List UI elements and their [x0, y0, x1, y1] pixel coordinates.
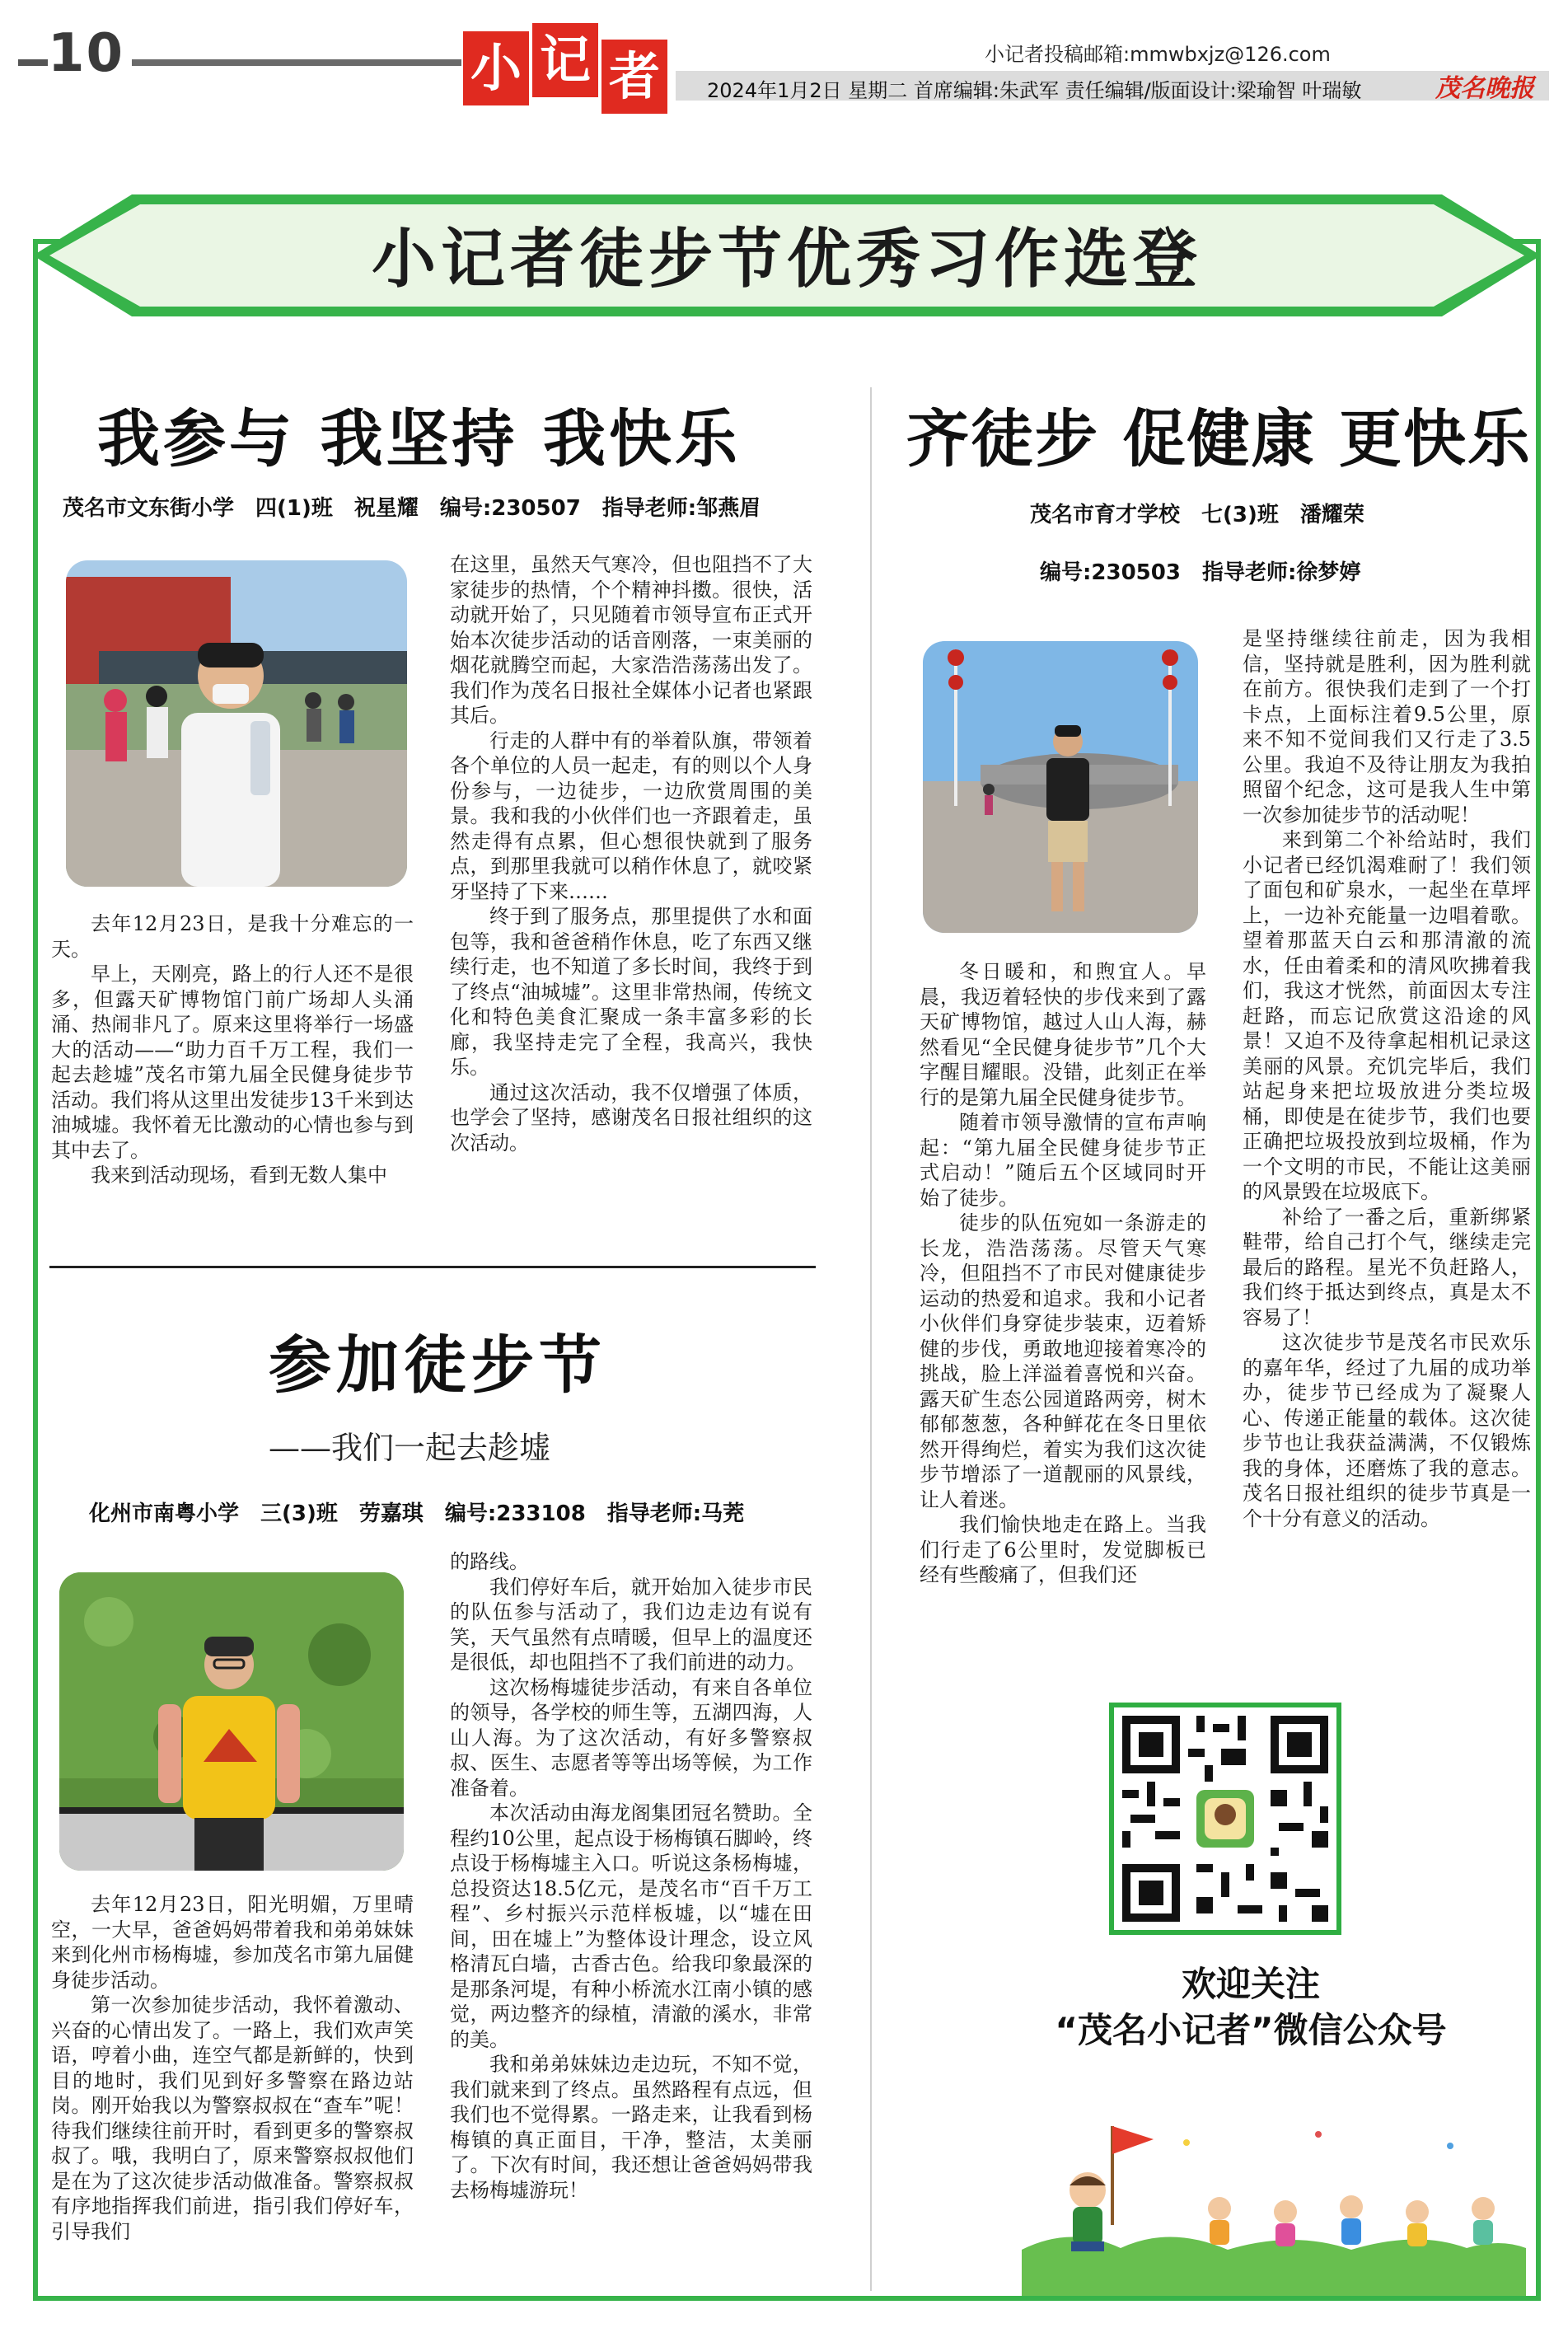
- qr-caption-line-1: 欢迎关注: [1181, 1964, 1320, 2004]
- article3-body-right: [450, 1549, 812, 2203]
- article1-right-cont: 在这里，虽然天气寒冷，但也阻挡不了大家徒步的热情，个个精神抖擞。很快，活动就开始了，只见随着市领导宣布正式开始本次徒步活动的话音刚落，一束美丽的烟花就腾空而起，大家浩浩荡荡出发了。我们作为茂名日报社全媒体小记者也紧跟其后。: [450, 553, 812, 727]
- article3-right-cont: 的路线。: [450, 1550, 529, 1573]
- edition-info: 2024年1月2日 星期二 首席编辑:朱武军 责任编辑/版面设计:梁瑜智 叶瑞敏: [707, 79, 1362, 102]
- article3-title: 参加徒步节: [269, 1328, 606, 1402]
- article1-photo: [66, 560, 407, 887]
- article2-left-para-2: 随着市领导激情的宣布声响起：“第九届全民健身徒步节正式启动！”随后五个区域同时开始了徒步。: [920, 1111, 1206, 1210]
- article1-left-para-1: 去年12月23日，是我十分难忘的一天。: [51, 912, 414, 961]
- article2-right-para-2: 补给了一番之后，重新绑紧鞋带，给自己打个气，继续走完最后的路程。星光不负赶路人，我们终于抵达到终点，真是太不容易了！: [1243, 1205, 1531, 1329]
- article3-left-para-1: 去年12月23日，阳光明媚，万里晴空，一大早，爸爸妈妈带着我和弟弟妹妹来到化州市杨梅墟，参加茂名市第九届健身徒步活动。: [51, 1893, 414, 1992]
- page-title: 小记者徒步节优秀习作选登: [371, 222, 1202, 297]
- article2-body-left: [920, 959, 1206, 1588]
- article3-body-left: [51, 1892, 414, 2244]
- article2-byline-school: 茂名市育才学校 七(3)班 潘耀荣: [1030, 503, 1364, 527]
- article2-title: 齐徒步 促健康 更快乐: [906, 402, 1532, 475]
- page-number: 10: [48, 23, 125, 84]
- page-number-dash: [18, 59, 48, 66]
- article1-body-left: [51, 911, 414, 1188]
- article3-left-para-2: 第一次参加徒步活动，我怀着激动、兴奋的心情出发了。一路上，我们欢声笑语，哼着小曲，连空气都是新鲜的，快到目的地时，我们见到好多警察在路边站岗。刚开始我以为警察叔叔在“查车”呢！待我们继续往前开时，看到更多的警察叔叔了。哦，我明白了，原来警察叔叔他们是在为了这次徒步活动做准备。警察叔叔有序地指挥我们前进，指引我们停好车，引导我们: [51, 1993, 414, 2243]
- wechat-qr-code[interactable]: [1109, 1703, 1341, 1935]
- article3-right-para-3: 本次活动由海龙阁集团冠名赞助。全程约10公里，起点设于杨梅镇石脚岭，终点设于杨梅墟主入口。听说这条杨梅墟，总投资达18.5亿元，是茂名市“百千万工程”、乡村振兴示范样板墟，以“墟在田间，田在墟上”为整体设计理念，设立风格清瓦白墙，古香古色。给我印象最深的是那条河堤，有种小桥流水江南小镇的感觉，两边整齐的绿植，清澈的溪水，非常的美。: [450, 1801, 812, 2051]
- article2-left-para-4: 我们愉快地走在路上。当我们行走了6公里时，发觉脚板已经有些酸痛了，但我们还: [920, 1513, 1206, 1586]
- article2-left-para-1: 冬日暖和，和煦宜人。早晨，我迈着轻快的步伐来到了露天矿博物馆，越过人山人海，赫然看见“全民健身徒步节”几个大字醒目耀眼。没错，此刻正在举行的是第九届全民健身徒步节。: [920, 960, 1206, 1109]
- column-divider: [870, 387, 872, 2291]
- page-header: [0, 0, 1568, 115]
- qr-code-icon: [1114, 1707, 1336, 1930]
- column-char-1: 小: [463, 31, 529, 105]
- article1-body-right: [450, 552, 812, 1155]
- newspaper-logo: 茂名晚报: [1435, 74, 1534, 103]
- article2-right-para-3: 这次徒步节是茂名市民欢乐的嘉年华，经过了九届的成功举办，徒步节已经成为了凝聚人心、传递正能量的载体。这次徒步节也让我获益满满，不仅锻炼我的身体，还磨炼了我的意志。茂名日报社组织的徒步节真是一个十分有意义的活动。: [1243, 1331, 1531, 1530]
- article3-right-para-2: 这次杨梅墟徒步活动，有来自各单位的领导，各学校的师生等，五湖四海，人山人海。为了这次活动，有好多警察叔叔、医生、志愿者等等出场等候，为工作准备着。: [450, 1675, 812, 1800]
- article2-right-cont: 是坚持继续往前走，因为我相信，坚持就是胜利，因为胜利就在前方。很快我们走到了一个打卡点，上面标注着9.5公里，原来不知不觉间我们又行走了3.5公里。我迫不及待让朋友为我拍照留个纪念，这可是我人生中第一次参加徒步节的活动呢！: [1243, 627, 1531, 827]
- header-rule: [132, 59, 461, 66]
- column-char-3: 者: [601, 40, 667, 114]
- children-illustration: [1022, 2110, 1526, 2296]
- article1-right-para-3: 通过这次活动，我不仅增强了体质，也学会了坚持，感谢茂名日报社组织的这次活动。: [450, 1080, 812, 1155]
- submission-email: 小记者投稿邮箱:mmwbxjz@126.com: [985, 43, 1331, 66]
- article1-left-para-3: 我来到活动现场，看到无数人集中: [91, 1164, 387, 1187]
- article2-left-para-3: 徒步的队伍宛如一条游走的长龙，浩浩荡荡。尽管天气寒冷，但阻挡不了市民对健康徒步运动的热爱和追求。我和小记者小伙伴们身穿徒步装束，迈着矫健的步伐，勇敢地迎接着寒冷的挑战，脸上洋溢着喜悦和兴奋。露天矿生态公园道路两旁，树木郁郁葱葱，各种鲜花在冬日里依然开得绚烂，着实为我们这次徒步节增添了一道靓丽的风景线，让人着迷。: [920, 1211, 1206, 1511]
- article1-left-para-2: 早上，天刚亮，路上的行人还不是很多，但露天矿博物馆门前广场却人头涌涌、热闹非凡了。原来这里将举行一场盛大的活动——“助力百千万工程，我们一起去趁墟”茂名市第九届全民健身徒步节活动。我们将从这里出发徒步13千米到达油城墟。我怀着无比激动的心情也参与到其中去了。: [51, 963, 414, 1162]
- article-divider: [49, 1266, 816, 1268]
- article1-byline: 茂名市文东街小学 四(1)班 祝星耀 编号:230507 指导老师:邹燕眉: [63, 496, 761, 521]
- article3-right-para-4: 我和弟弟妹妹边走边玩，不知不觉，我们就来到了终点。虽然路程有点远，但我们也不觉得累。一路走来，让我看到杨梅镇的真正面目，干净，整洁，太美丽了。下次有时间，我还想让爸爸妈妈带我去杨梅墟游玩！: [450, 2053, 812, 2202]
- article3-subtitle: ——我们一起去趁墟: [269, 1430, 551, 1466]
- article2-photo: [923, 641, 1198, 933]
- article1-right-para-1: 行走的人群中有的举着队旗，带领着各个单位的人员一起走，有的则以个人身份参与，一边徒步，一边欣赏周围的美景。我和我的小伙伴们也一齐跟着走，虽然走得有点累，但心想很快就到了服务点，到那里我就可以稍作休息了，就咬紧牙坚持了下来……: [450, 728, 812, 903]
- column-name: [463, 16, 669, 115]
- qr-caption-line-2: “茂名小记者”微信公众号: [1055, 2010, 1447, 2050]
- article3-photo: [59, 1572, 404, 1871]
- article2-body-right: [1243, 626, 1531, 1531]
- column-char-2: 记: [532, 23, 598, 97]
- article1-title: 我参与 我坚持 我快乐: [97, 402, 741, 475]
- article3-byline: 化州市南粤小学 三(3)班 劳嘉琪 编号:233108 指导老师:马茺: [89, 1501, 745, 1526]
- qr-caption: [1037, 1961, 1465, 2054]
- article2-byline-number: 编号:230503 指导老师:徐梦婷: [1040, 560, 1361, 585]
- article1-right-para-2: 终于到了服务点，那里提供了水和面包等，我和爸爸稍作休息，吃了东西又继续行走，也不知道了多长时间，我终于到了终点“油城墟”。这里非常热闹，传统文化和特色美食汇聚成一条丰富多彩的长廊，我坚持走完了全程，我高兴，我快乐。: [450, 905, 812, 1079]
- article3-right-para-1: 我们停好车后，就开始加入徒步市民的队伍参与活动了，我们边走边有说有笑，天气虽然有点晴暖，但早上的温度还是很低，却也阻挡不了我们前进的动力。: [450, 1575, 812, 1674]
- article2-right-para-1: 来到第二个补给站时，我们小记者已经饥渴难耐了！我们领了面包和矿泉水，一起坐在草坪上，一边补充能量一边唱着歌。望着那蓝天白云和那清澈的流水，任由着柔和的清风吹拂着我们，我这才恍然，前面因太专注赶路，而忘记欣赏这沿途的风景！又迫不及待拿起相机记录这美丽的风景。充饥完毕后，我们站起身来把垃圾放进分类垃圾桶，即使是在徒步节，我们也要正确把垃圾投放到垃圾桶，作为一个文明的市民，不能让这美丽的风景毁在垃圾底下。: [1243, 828, 1531, 1203]
